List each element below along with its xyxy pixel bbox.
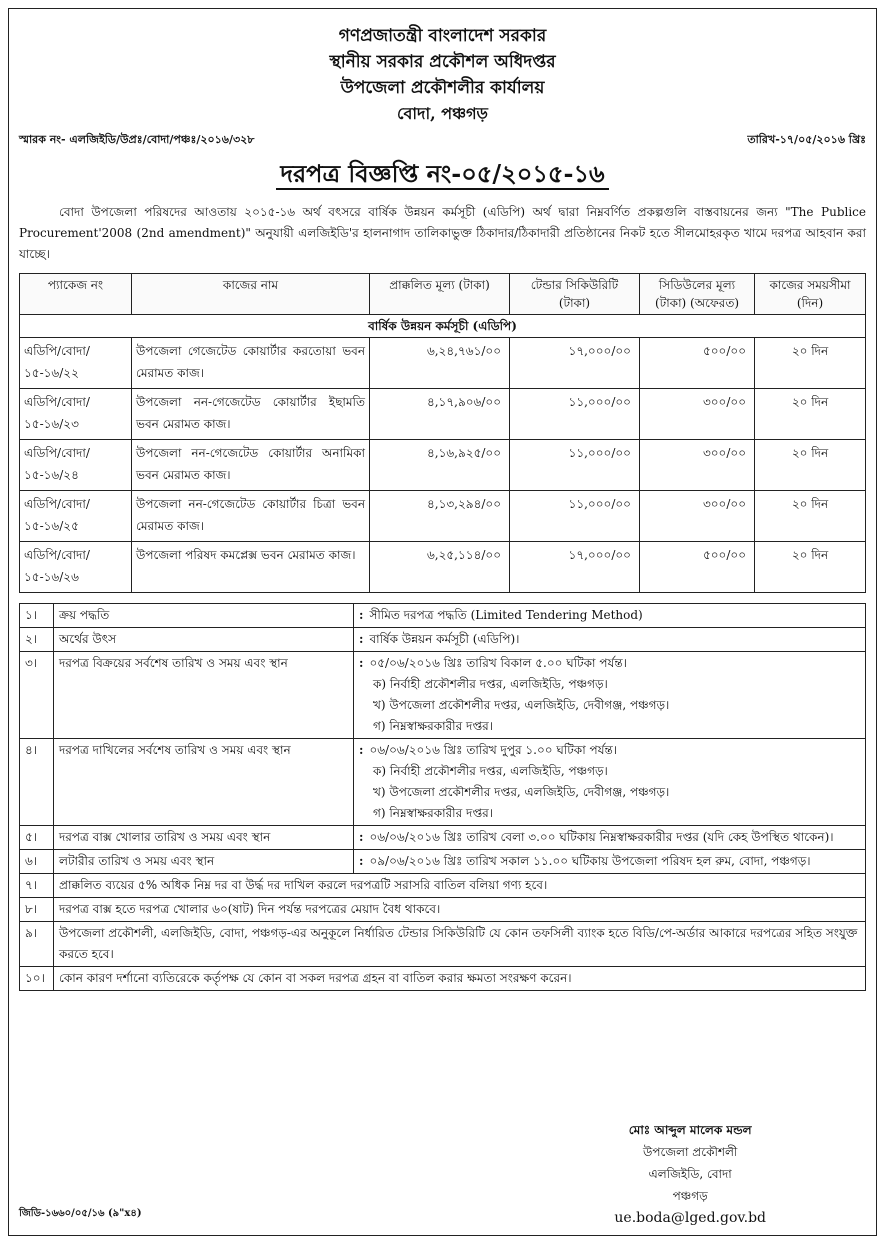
time-cell: ২০ দিন xyxy=(755,542,866,593)
col-cost: প্রাক্কলিত মূল্য (টাকা) xyxy=(370,274,510,315)
pkg-cell: এডিপি/বোদা/ ১৫-১৬/২৫ xyxy=(20,491,132,542)
signatory-designation: উপজেলা প্রকৌশলী xyxy=(643,1145,738,1159)
condition-serial: ৯। xyxy=(20,922,54,967)
work-cell: উপজেলা নন-গেজেটেড কোয়ার্টার অনামিকা ভবন মেরামত কাজ। xyxy=(132,440,370,491)
schedule-cell: ৫০০/০০ xyxy=(640,338,755,389)
condition-label: লটারীর তারিখ ও সময় এবং স্থান xyxy=(54,850,354,874)
condition-serial: ১০। xyxy=(20,967,54,991)
memo-ref: স্মারক নং- এলজিইডি/উপ্রঃ/বোদা/পঞ্চঃ/২০১৬/৩২৮ xyxy=(19,133,255,146)
condition-row-3 xyxy=(20,652,866,739)
condition-value-text: ০৬/০৬/২০১৬ খ্রিঃ তারিখ দুপুর ১.০০ ঘটিকা পর্যন্ত। xyxy=(369,743,618,757)
conditions-table xyxy=(19,603,866,991)
pkg-cell: এডিপি/বোদা/ ১৫-১৬/২৪ xyxy=(20,440,132,491)
work-cell: উপজেলা নন-গেজেটেড কোয়ার্টার ইছামতি ভবন মেরামত কাজ। xyxy=(132,389,370,440)
condition-value: : ০৫/০৬/২০১৬ খ্রিঃ তারিখ বিকাল ৫.০০ ঘটিকা পর্যন্ত। ক) নির্বাহী প্রকৌশলীর দপ্তর, এলজিইডি, পঞ্চগড়। খ) উপজেলা প্রকৌশলীর দপ্তর, এলজিইডি, দেবীগঞ্জ, পঞ্চগড়। গ) নিম্নস্বাক্ষরকারীর দপ্তর। xyxy=(354,652,866,739)
cost-cell: ৪,১৬,৯২৫/০০ xyxy=(370,440,510,491)
pkg-cell: এডিপি/বোদা/ ১৫-১৬/২৬ xyxy=(20,542,132,593)
condition-row-2 xyxy=(20,628,866,652)
condition-value-text: বার্ষিক উন্নয়ন কর্মসূচী (এডিপি)। xyxy=(369,632,520,646)
packages-table xyxy=(19,273,866,593)
condition-text: প্রাক্কলিত ব্যয়ের ৫% অধিক নিম্ন দর বা উর্দ্ধ দর দাখিল করলে দরপত্রটি সরাসরি বাতিল বলিয়া গণ্য হবে। xyxy=(54,874,866,898)
security-cell: ১১,০০০/০০ xyxy=(510,389,640,440)
time-cell: ২০ দিন xyxy=(755,440,866,491)
cost-cell: ৬,২৪,৭৬১/০০ xyxy=(370,338,510,389)
table-row xyxy=(20,338,866,389)
location-b: খ) উপজেলা প্রকৌশলীর দপ্তর, এলজিইডি, দেবীগঞ্জ, পঞ্চগড়। xyxy=(373,785,670,799)
schedule-cell: ৩০০/০০ xyxy=(640,491,755,542)
pkg-cell: এডিপি/বোদা/ ১৫-১৬/২৩ xyxy=(20,389,132,440)
intro-paragraph: বোদা উপজেলা পরিষদের আওতায় ২০১৫-১৬ অর্থ বৎসরে বার্ষিক উন্নয়ন কর্মসূচী (এডিপি) অর্থ দ্বারা নিম্নবর্ণিত প্রকল্পগুলি বাস্তবায়নের জন্য "The Publice Procurement'2008 (2nd amendment)" অনুযায়ী এলজিইডি'র হালনাগাদ তালিকাভুক্ত ঠিকাদার/ঠিকাদারী প্রতিষ্ঠানের নিকট হতে সীলমোহরকৃত খামে দরপত্র আহবান করা যাচ্ছে। xyxy=(19,205,866,261)
time-cell: ২০ দিন xyxy=(755,338,866,389)
packages-subheader: বার্ষিক উন্নয়ন কর্মসূচী (এডিপি) xyxy=(20,315,866,338)
time-cell: ২০ দিন xyxy=(755,491,866,542)
condition-serial: ১। xyxy=(20,604,54,628)
col-pkg: প্যাকেজ নং xyxy=(20,274,132,315)
signatory-name: মোঃ আব্দুল মালেক মন্ডল xyxy=(628,1123,752,1137)
col-schedule: সিডিউলের মূল্য (টাকা) (অফেরত) xyxy=(640,274,755,315)
col-work: কাজের নাম xyxy=(132,274,370,315)
security-cell: ১৭,০০০/০০ xyxy=(510,542,640,593)
condition-label: অর্থের উৎস xyxy=(54,628,354,652)
condition-value: : ০৬/০৬/২০১৬ খ্রিঃ তারিখ বেলা ৩.০০ ঘটিকায় নিম্নস্বাক্ষরকারীর দপ্তর (যদি কেহ উপস্থিত থাকেন)। xyxy=(354,826,866,850)
footer-code: জিডি-১৬৬০/০৫/১৬ (৯"x৪) xyxy=(19,1208,142,1219)
security-cell: ১১,০০০/০০ xyxy=(510,440,640,491)
schedule-cell: ৩০০/০০ xyxy=(640,440,755,491)
tender-notice-page xyxy=(8,8,877,1236)
condition-label: দরপত্র দাখিলের সর্বশেষ তারিখ ও সময় এবং স্থান xyxy=(54,739,354,826)
header-line-1: গণপ্রজাতন্ত্রী বাংলাদেশ সরকার xyxy=(338,26,547,46)
condition-row-6 xyxy=(20,850,866,874)
memo-row xyxy=(19,131,866,150)
condition-serial: ৩। xyxy=(20,652,54,739)
notice-title xyxy=(19,156,866,196)
condition-value: : বার্ষিক উন্নয়ন কর্মসূচী (এডিপি)। xyxy=(354,628,866,652)
condition-text: দরপত্র বাক্স হতে দরপত্র খোলার ৬০(ষাট) দিন পর্যন্ত দরপত্রের মেয়াদ বৈধ থাকবে। xyxy=(54,898,866,922)
cost-cell: ৬,২৫,১১৪/০০ xyxy=(370,542,510,593)
condition-value: : ০৬/০৬/২০১৬ খ্রিঃ তারিখ দুপুর ১.০০ ঘটিকা পর্যন্ত। ক) নির্বাহী প্রকৌশলীর দপ্তর, এলজিইডি, পঞ্চগড়। খ) উপজেলা প্রকৌশলীর দপ্তর, এলজিইডি, দেবীগঞ্জ, পঞ্চগড়। গ) নিম্নস্বাক্ষরকারীর দপ্তর। xyxy=(354,739,866,826)
work-cell: উপজেলা নন-গেজেটেড কোয়ার্টার চিত্রা ভবন মেরামত কাজ। xyxy=(132,491,370,542)
packages-subheader-row xyxy=(20,315,866,338)
location-c: গ) নিম্নস্বাক্ষরকারীর দপ্তর। xyxy=(373,719,494,733)
condition-row-8 xyxy=(20,898,866,922)
condition-label: দরপত্র বিক্রয়ের সর্বশেষ তারিখ ও সময় এবং স্থান xyxy=(54,652,354,739)
signature-block xyxy=(614,1119,766,1229)
security-cell: ১৭,০০০/০০ xyxy=(510,338,640,389)
condition-value-text: সীমিত দরপত্র পদ্ধতি (Limited Tendering Method) xyxy=(369,608,643,622)
condition-label: ক্রয় পদ্ধতি xyxy=(54,604,354,628)
schedule-cell: ৫০০/০০ xyxy=(640,542,755,593)
col-security: টেন্ডার সিকিউরিটি (টাকা) xyxy=(510,274,640,315)
notice-title-text: দরপত্র বিজ্ঞপ্তি নং-০৫/২০১৫-১৬ xyxy=(276,159,608,190)
condition-row-4 xyxy=(20,739,866,826)
condition-serial: ৬। xyxy=(20,850,54,874)
table-row xyxy=(20,389,866,440)
pkg-cell: এডিপি/বোদা/ ১৫-১৬/২২ xyxy=(20,338,132,389)
condition-row-5 xyxy=(20,826,866,850)
condition-serial: ৭। xyxy=(20,874,54,898)
condition-label: দরপত্র বাক্স খোলার তারিখ ও সময় এবং স্থান xyxy=(54,826,354,850)
header-line-2: স্থানীয় সরকার প্রকৌশল অধিদপ্তর xyxy=(329,52,556,72)
security-cell: ১১,০০০/০০ xyxy=(510,491,640,542)
cost-cell: ৪,১৩,২৯৪/০০ xyxy=(370,491,510,542)
condition-value-text: ০৫/০৬/২০১৬ খ্রিঃ তারিখ বিকাল ৫.০০ ঘটিকা পর্যন্ত। xyxy=(369,656,627,670)
location-c: গ) নিম্নস্বাক্ষরকারীর দপ্তর। xyxy=(373,806,494,820)
condition-value-text: ০৬/০৬/২০১৬ খ্রিঃ তারিখ বেলা ৩.০০ ঘটিকায় নিম্নস্বাক্ষরকারীর দপ্তর (যদি কেহ উপস্থিত থাকেন)। xyxy=(369,830,834,844)
col-time: কাজের সময়সীমা (দিন) xyxy=(755,274,866,315)
location-a: ক) নির্বাহী প্রকৌশলীর দপ্তর, এলজিইডি, পঞ্চগড়। xyxy=(373,677,608,691)
condition-value: : ০৯/০৬/২০১৬ খ্রিঃ তারিখ সকাল ১১.০০ ঘটিকায় উপজেলা পরিষদ হল রুম, বোদা, পঞ্চগড়। xyxy=(354,850,866,874)
condition-row-10 xyxy=(20,967,866,991)
table-row xyxy=(20,491,866,542)
memo-date: তারিখ-১৭/০৫/২০১৬ খ্রিঃ xyxy=(747,133,866,146)
condition-row-1 xyxy=(20,604,866,628)
signatory-office: এলজিইডি, বোদা xyxy=(648,1167,732,1181)
table-row xyxy=(20,440,866,491)
signatory-email: ue.boda@lged.gov.bd xyxy=(614,1210,766,1226)
condition-row-7 xyxy=(20,874,866,898)
header-line-4: বোদা, পঞ্চগড় xyxy=(397,104,488,123)
condition-text: কোন কারণ দর্শানো ব্যতিরেকে কর্তৃপক্ষ যে কোন বা সকল দরপত্র গ্রহন বা বাতিল করার ক্ষমতা সংরক্ষণ করেন। xyxy=(54,967,866,991)
condition-row-9 xyxy=(20,922,866,967)
work-cell: উপজেলা গেজেটেড কোয়ার্টার করতোয়া ভবন মেরামত কাজ। xyxy=(132,338,370,389)
condition-value-text: ০৯/০৬/২০১৬ খ্রিঃ তারিখ সকাল ১১.০০ ঘটিকায় উপজেলা পরিষদ হল রুম, বোদা, পঞ্চগড়। xyxy=(369,854,811,868)
table-row xyxy=(20,542,866,593)
location-a: ক) নির্বাহী প্রকৌশলীর দপ্তর, এলজিইডি, পঞ্চগড়। xyxy=(373,764,608,778)
location-b: খ) উপজেলা প্রকৌশলীর দপ্তর, এলজিইডি, দেবীগঞ্জ, পঞ্চগড়। xyxy=(373,698,670,712)
condition-serial: ৪। xyxy=(20,739,54,826)
condition-serial: ২। xyxy=(20,628,54,652)
office-header xyxy=(19,23,866,127)
signatory-district: পঞ্চগড় xyxy=(672,1189,708,1203)
time-cell: ২০ দিন xyxy=(755,389,866,440)
packages-header-row xyxy=(20,274,866,315)
condition-serial: ৮। xyxy=(20,898,54,922)
header-line-3: উপজেলা প্রকৌশলীর কার্যালয় xyxy=(340,78,545,98)
cost-cell: ৪,১৭,৯০৬/০০ xyxy=(370,389,510,440)
condition-text: উপজেলা প্রকৌশলী, এলজিইডি, বোদা, পঞ্চগড়-এর অনুকূলে নির্ধারিত টেন্ডার সিকিউরিটি যে কোন তফসিলী ব্যাংক হতে বিডি/পে-অর্ডার আকারে দরপত্রের সহিত সংযুক্ত করতে হবে। xyxy=(54,922,866,967)
work-cell: উপজেলা পরিষদ কমপ্লেক্স ভবন মেরামত কাজ। xyxy=(132,542,370,593)
condition-value: : সীমিত দরপত্র পদ্ধতি (Limited Tendering Method) xyxy=(354,604,866,628)
schedule-cell: ৩০০/০০ xyxy=(640,389,755,440)
condition-serial: ৫। xyxy=(20,826,54,850)
